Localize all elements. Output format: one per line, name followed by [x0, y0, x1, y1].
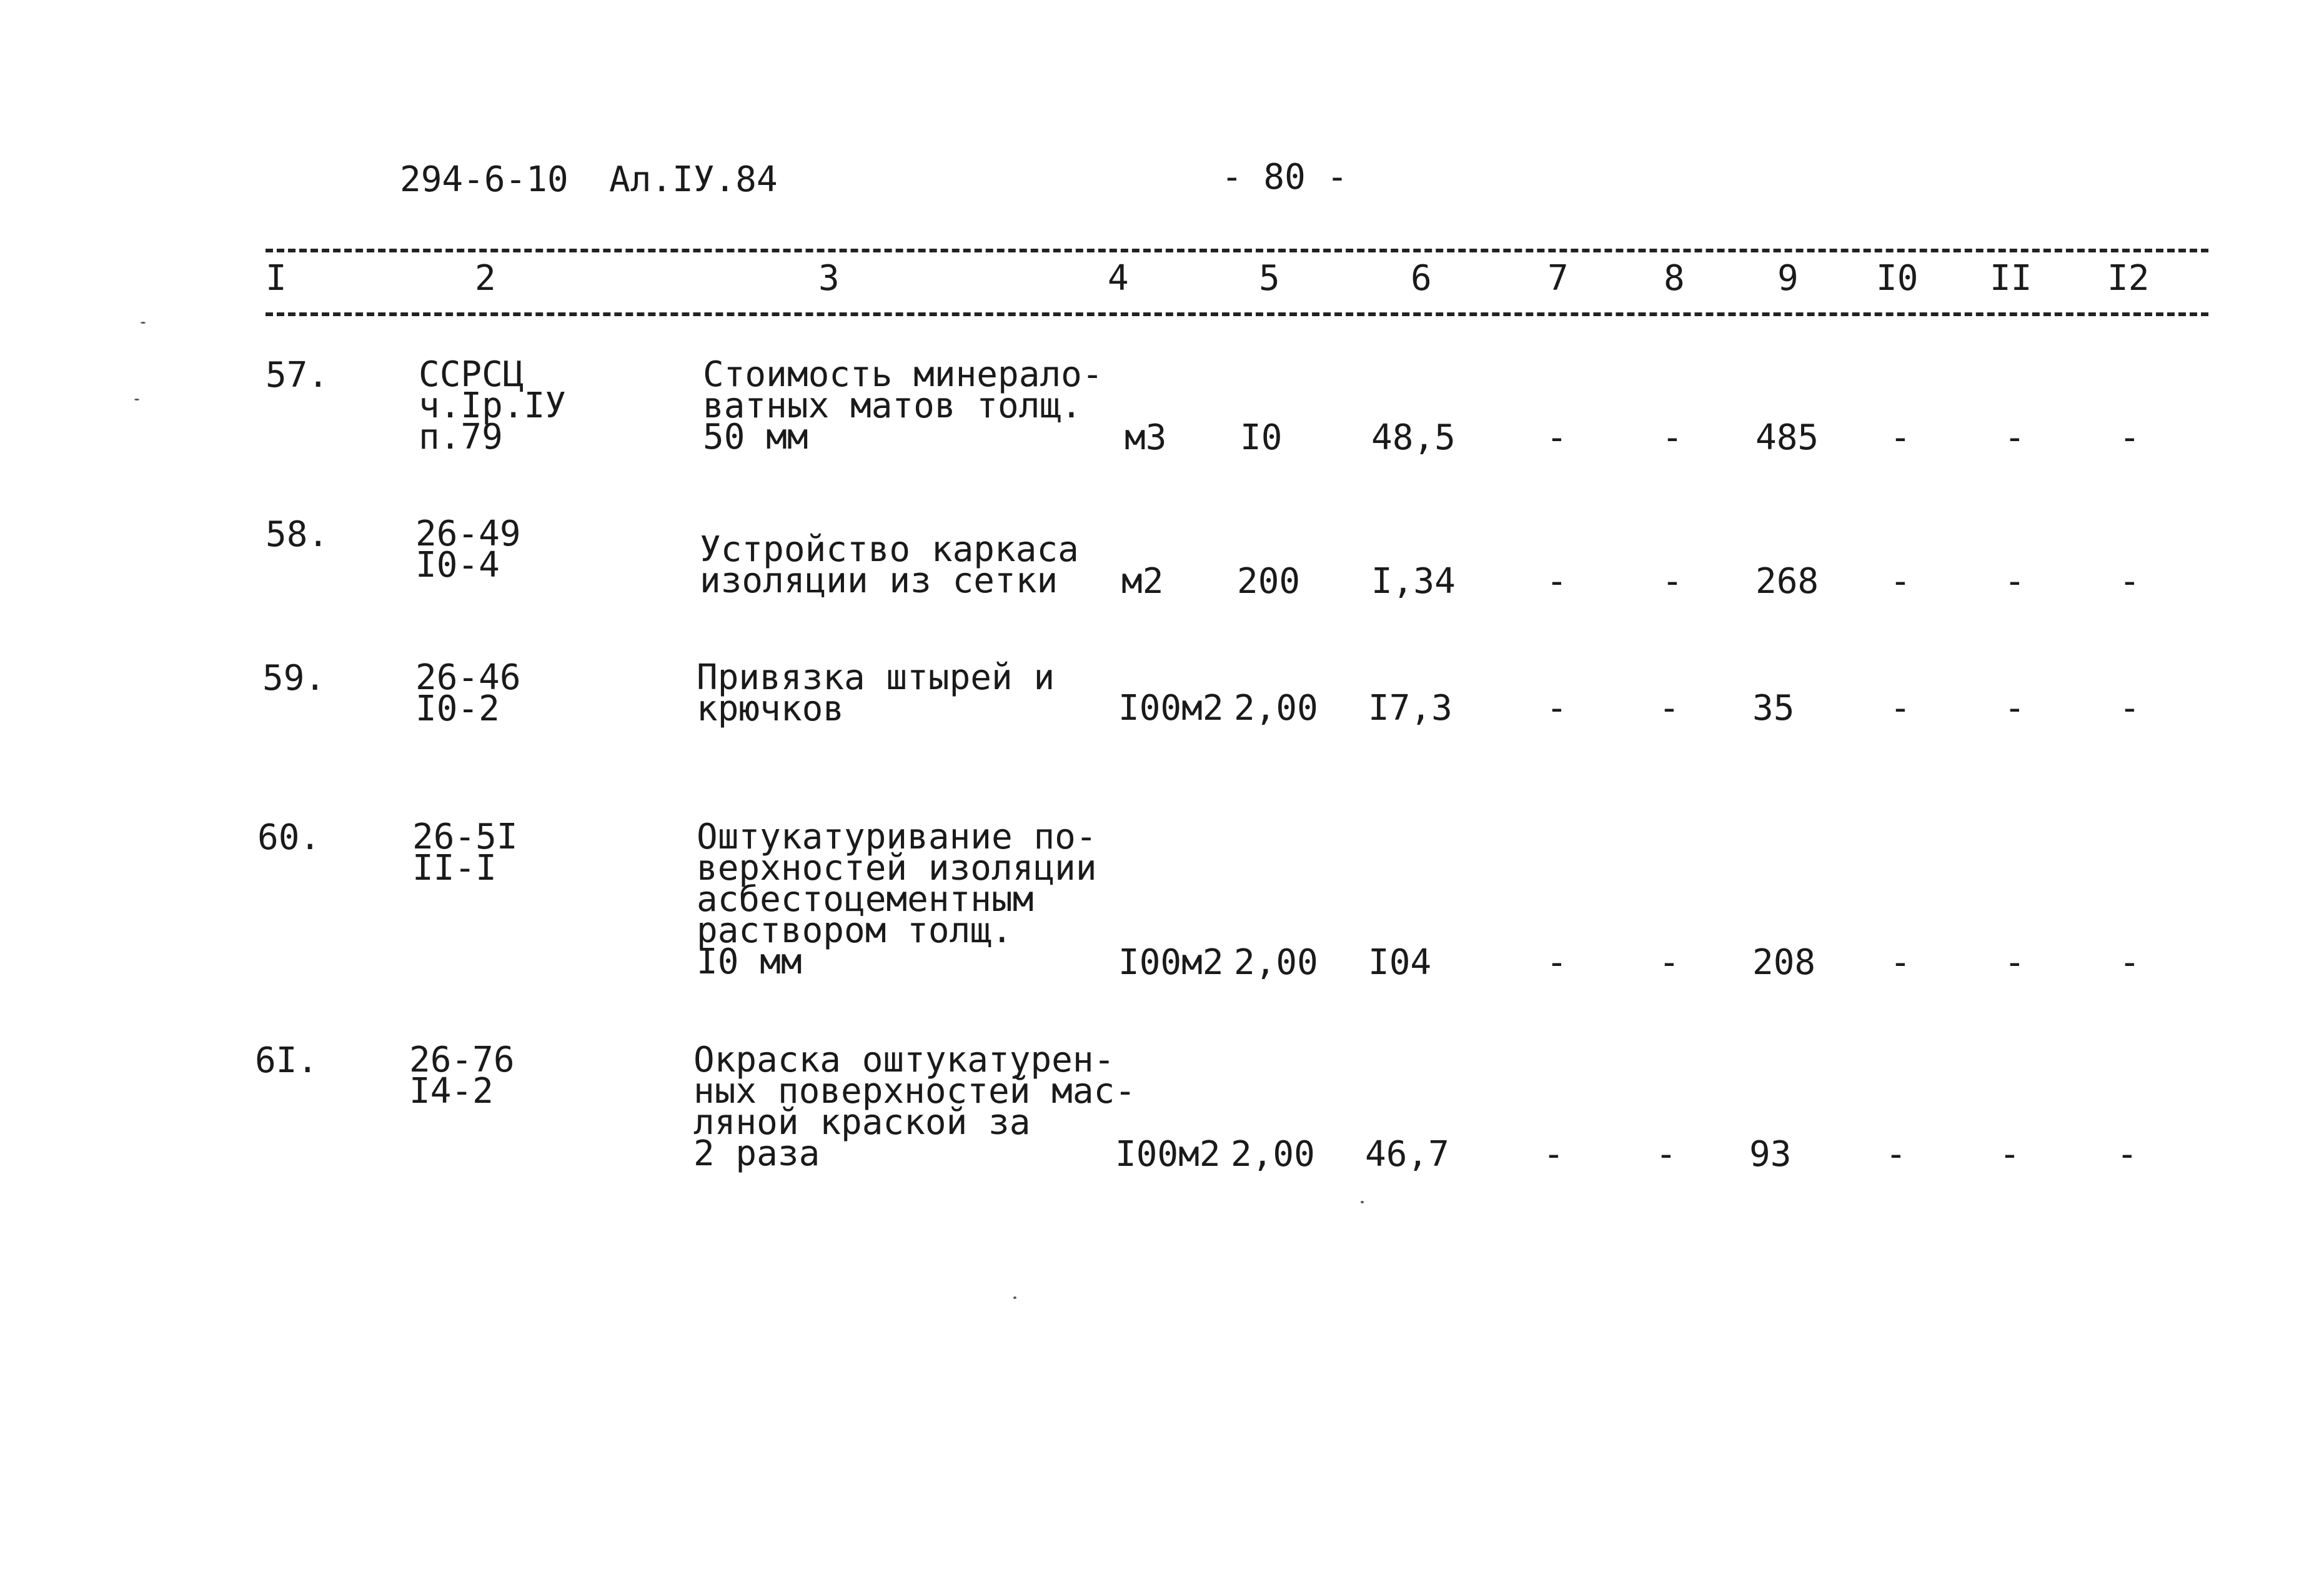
row-total: 93 [1749, 1134, 1792, 1175]
row-quantity: I0 [1240, 417, 1283, 458]
row-col7: - [1543, 1134, 1564, 1175]
col-header-8: 8 [1664, 258, 1685, 299]
row-description: Привязка штырей и крючков [697, 657, 1055, 729]
row-col8: - [1662, 561, 1683, 602]
col-header-6: 6 [1411, 258, 1432, 299]
scan-speck [1013, 1296, 1016, 1299]
row-col12: - [2119, 561, 2140, 602]
row-col8: - [1659, 688, 1680, 729]
scan-speck [134, 399, 139, 400]
row-quantity: 2,00 [1231, 1134, 1315, 1175]
row-col12: - [2117, 1134, 2138, 1175]
row-col8: - [1656, 1134, 1677, 1175]
col-header-7: 7 [1547, 258, 1569, 299]
table-header-rule [266, 312, 2208, 316]
row-col11: - [1999, 1134, 2020, 1175]
row-unit: I00м2 [1118, 942, 1224, 983]
col-header-5: 5 [1259, 258, 1280, 299]
page-number: - 80 - [1221, 157, 1348, 197]
row-unit-price: 46,7 [1365, 1134, 1449, 1175]
row-number: 58. [266, 514, 329, 555]
row-unit-price: 48,5 [1371, 417, 1456, 458]
row-total: 35 [1752, 688, 1795, 729]
row-total: 485 [1755, 417, 1819, 458]
row-col12: - [2119, 942, 2140, 983]
row-col11: - [2004, 417, 2025, 458]
row-unit: I00м2 [1115, 1134, 1221, 1175]
row-unit: I00м2 [1118, 688, 1224, 729]
row-col12: - [2119, 688, 2140, 729]
row-number: 59. [262, 658, 326, 699]
row-total: 268 [1755, 561, 1819, 602]
col-header-12: I2 [2107, 258, 2150, 299]
row-reference: 26-49 I0-4 [415, 514, 521, 585]
row-unit-price: I,34 [1371, 561, 1456, 602]
doc-code: 294-6-10 [400, 159, 569, 200]
row-number: 60. [257, 817, 321, 858]
row-col10: - [1890, 417, 1911, 458]
col-header-2: 2 [475, 258, 496, 299]
row-description: Оштукатуривание по- верхностей изоляции асбестоцементным раствором толщ. I0 мм [697, 817, 1097, 982]
row-reference: 26-76 I4-2 [409, 1040, 515, 1112]
row-col10: - [1885, 1134, 1907, 1175]
col-header-10: I0 [1876, 258, 1919, 299]
row-unit: м2 [1121, 561, 1164, 602]
row-quantity: 2,00 [1234, 688, 1318, 729]
col-header-9: 9 [1777, 258, 1799, 299]
row-col10: - [1890, 688, 1911, 729]
table-top-rule [266, 249, 2208, 252]
row-col8: - [1659, 942, 1680, 983]
row-col12: - [2119, 417, 2140, 458]
col-header-11: II [1990, 258, 2032, 299]
row-total: 208 [1752, 942, 1816, 983]
row-unit-price: I04 [1368, 942, 1432, 983]
row-number: 57. [266, 355, 329, 396]
scan-speck [1361, 1201, 1364, 1203]
row-col8: - [1662, 417, 1683, 458]
col-header-1: I [266, 258, 287, 299]
row-description: Стоимость минерало- ватных матов толщ. 50 мм [703, 354, 1103, 457]
row-col7: - [1546, 417, 1567, 458]
row-description: Окраска оштукатурен- ных поверхностей мас- ляной краской за 2 раза [693, 1040, 1136, 1174]
col-header-3: 3 [818, 258, 840, 299]
row-reference: ССРСЦ ч.Iр.IУ п.79 [419, 354, 567, 457]
row-description: Устройство каркаса изоляции из сетки [700, 529, 1079, 601]
row-unit: м3 [1125, 417, 1167, 458]
row-quantity: 2,00 [1234, 942, 1318, 983]
album-ref: Ал.IУ.84 [609, 159, 778, 200]
row-col10: - [1890, 942, 1911, 983]
row-number: 6I. [255, 1040, 319, 1081]
scan-speck [141, 322, 146, 324]
row-col7: - [1546, 942, 1567, 983]
row-col7: - [1546, 561, 1567, 602]
row-col11: - [2004, 688, 2025, 729]
row-quantity: 200 [1237, 561, 1301, 602]
row-col7: - [1546, 688, 1567, 729]
col-header-4: 4 [1108, 258, 1129, 299]
row-col10: - [1890, 561, 1911, 602]
row-reference: 26-5I II-I [412, 817, 518, 888]
row-col11: - [2004, 561, 2025, 602]
row-reference: 26-46 I0-2 [415, 657, 521, 729]
row-unit-price: I7,3 [1368, 688, 1452, 729]
row-col11: - [2004, 942, 2025, 983]
